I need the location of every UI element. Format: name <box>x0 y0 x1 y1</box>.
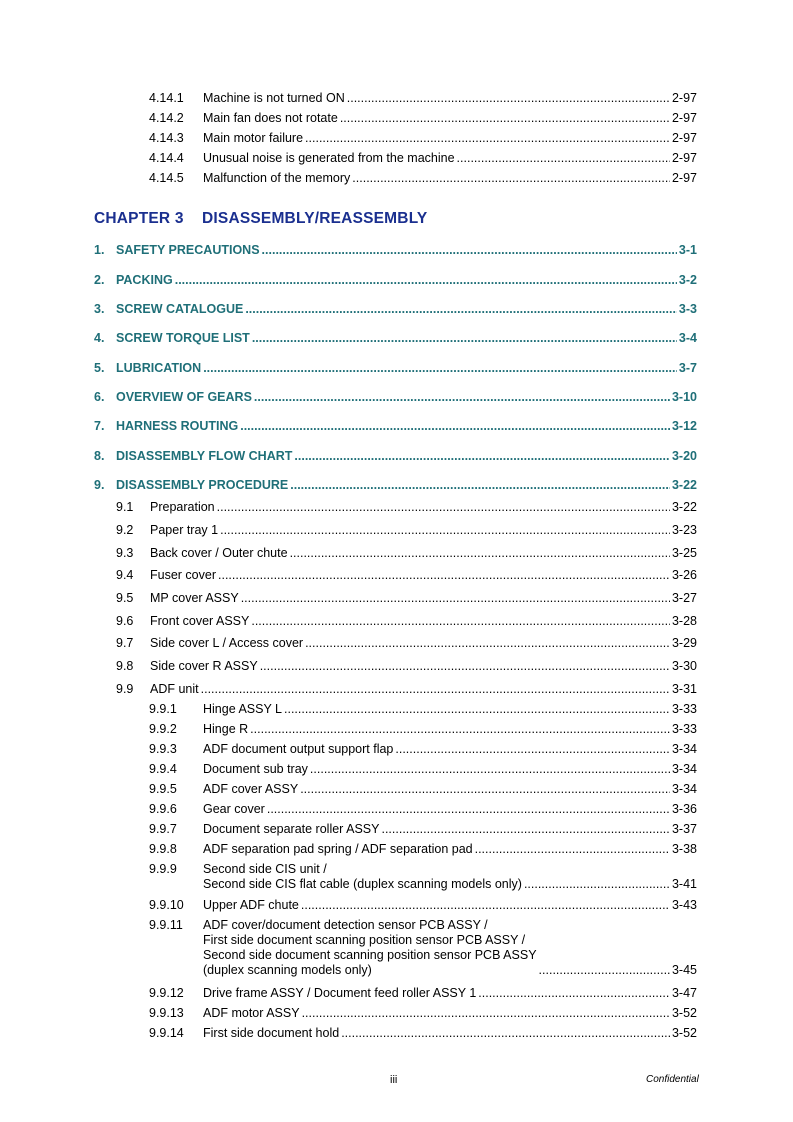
subsubsection-title: ADF document output support flap <box>203 742 394 756</box>
dot-leader <box>302 1006 670 1021</box>
entry-title: Main motor failure <box>203 131 304 145</box>
subsection-number: 9.5 <box>116 591 134 605</box>
toc-subsection[interactable] <box>116 636 697 651</box>
entry-number: 4.14.2 <box>149 111 184 125</box>
subsubsection-page: 3-33 <box>671 722 697 736</box>
toc-entry[interactable] <box>149 171 697 186</box>
dot-leader <box>300 782 670 797</box>
section-title: SAFETY PRECAUTIONS <box>116 243 260 257</box>
toc-subsection[interactable] <box>116 546 697 561</box>
toc-subsection[interactable] <box>116 682 697 697</box>
subsubsection-page: 3-52 <box>671 1006 697 1020</box>
dot-leader <box>290 546 670 561</box>
dot-leader <box>478 986 670 1001</box>
section-title: HARNESS ROUTING <box>116 419 239 433</box>
subsection-title: Side cover L / Access cover <box>150 636 304 650</box>
dot-leader <box>252 331 677 346</box>
subsection-number: 9.1 <box>116 500 134 514</box>
toc-subsection[interactable] <box>116 659 697 674</box>
subsubsection-title: Gear cover <box>203 802 265 816</box>
subsubsection-title: Hinge ASSY L <box>203 702 282 716</box>
subsubsection-number: 9.9.11 <box>149 918 183 932</box>
section-title: DISASSEMBLY FLOW CHART <box>116 449 293 463</box>
section-number: 3. <box>94 302 105 316</box>
toc-entry[interactable] <box>149 131 697 146</box>
toc-section[interactable] <box>94 419 697 434</box>
subsection-title: MP cover ASSY <box>150 591 239 605</box>
section-number: 6. <box>94 390 105 404</box>
subsubsection-number: 9.9.1 <box>149 702 177 716</box>
subsubsection-number: 9.9.3 <box>149 742 177 756</box>
section-number: 8. <box>94 449 105 463</box>
dot-leader <box>475 842 670 857</box>
footer-confidential-label: Confidential <box>646 1074 699 1085</box>
dot-leader <box>347 91 670 106</box>
subsection-number: 9.8 <box>116 659 134 673</box>
toc-subsubsection[interactable] <box>149 1026 697 1041</box>
subsubsection-title: Document separate roller ASSY <box>203 822 380 836</box>
dot-leader <box>262 243 677 258</box>
section-page: 3-12 <box>671 419 697 433</box>
toc-section[interactable] <box>94 478 697 493</box>
entry-number: 4.14.1 <box>149 91 184 105</box>
entry-page: 2-97 <box>671 91 697 105</box>
subsubsection-page: 3-34 <box>671 742 697 756</box>
toc-subsection[interactable] <box>116 591 697 606</box>
toc-section[interactable] <box>94 331 697 346</box>
dot-leader <box>250 722 670 737</box>
section-number: 4. <box>94 331 105 345</box>
section-page: 3-3 <box>678 302 697 316</box>
toc-section[interactable] <box>94 361 697 376</box>
subsubsection-title: ADF cover ASSY <box>203 782 299 796</box>
subsection-number: 9.6 <box>116 614 134 628</box>
toc-section[interactable] <box>94 390 697 405</box>
toc-subsubsection[interactable] <box>149 722 697 737</box>
subsubsection-page: 3-43 <box>671 898 697 912</box>
toc-subsection[interactable] <box>116 568 697 583</box>
entry-title: Machine is not turned ON <box>203 91 345 105</box>
subsubsection-number: 9.9.6 <box>149 802 177 816</box>
subsubsection-page: 3-45 <box>671 963 697 977</box>
subsubsection-page: 3-41 <box>671 877 697 891</box>
entry-page: 2-97 <box>671 151 697 165</box>
section-title: SCREW TORQUE LIST <box>116 331 250 345</box>
entry-title: Unusual noise is generated from the machine <box>203 151 455 165</box>
dot-leader <box>524 877 670 892</box>
dot-leader <box>352 171 670 186</box>
subsubsection-page: 3-33 <box>671 702 697 716</box>
subsubsection-number: 9.9.5 <box>149 782 177 796</box>
section-number: 2. <box>94 273 105 287</box>
section-page: 3-10 <box>671 390 697 404</box>
toc-entry[interactable] <box>149 91 697 106</box>
dot-leader <box>457 151 670 166</box>
dot-leader <box>220 523 670 538</box>
toc-subsubsection[interactable] <box>149 702 697 717</box>
subsubsection-title: Document sub tray <box>203 762 308 776</box>
toc-subsubsection[interactable] <box>149 742 697 757</box>
dot-leader <box>254 390 670 405</box>
toc-subsubsection[interactable] <box>149 782 697 797</box>
toc-subsubsection[interactable] <box>149 862 697 892</box>
subsection-page: 3-23 <box>671 523 697 537</box>
section-page: 3-4 <box>678 331 697 345</box>
entry-title: Main fan does not rotate <box>203 111 338 125</box>
section-title: DISASSEMBLY PROCEDURE <box>116 478 289 492</box>
subsubsection-number: 9.9.12 <box>149 986 184 1000</box>
dot-leader <box>201 682 670 697</box>
dot-leader <box>340 111 670 126</box>
entry-page: 2-97 <box>671 111 697 125</box>
footer-page-number: iii <box>390 1074 398 1086</box>
subsection-title: Side cover R ASSY <box>150 659 258 673</box>
subsection-page: 3-26 <box>671 568 697 582</box>
subsection-page: 3-30 <box>671 659 697 673</box>
section-title: LUBRICATION <box>116 361 202 375</box>
toc-subsection[interactable] <box>116 500 697 515</box>
dot-leader <box>284 702 670 717</box>
section-number: 7. <box>94 419 105 433</box>
toc-subsection[interactable] <box>116 523 697 538</box>
subsubsection-number: 9.9.9 <box>149 862 177 876</box>
dot-leader <box>218 568 670 583</box>
subsubsection-title: Hinge R <box>203 722 249 736</box>
dot-leader <box>341 1026 670 1041</box>
subsection-page: 3-29 <box>671 636 697 650</box>
section-number: 5. <box>94 361 105 375</box>
dot-leader <box>301 898 670 913</box>
dot-leader <box>539 963 670 978</box>
chapter-title: DISASSEMBLY/REASSEMBLY <box>202 210 428 227</box>
subsubsection-page: 3-34 <box>671 762 697 776</box>
subsection-page: 3-22 <box>671 500 697 514</box>
entry-page: 2-97 <box>671 131 697 145</box>
subsection-number: 9.2 <box>116 523 134 537</box>
toc-section[interactable] <box>94 302 697 317</box>
subsubsection-number: 9.9.10 <box>149 898 184 912</box>
subsection-page: 3-28 <box>671 614 697 628</box>
subsubsection-title: First side document hold <box>203 1026 340 1040</box>
subsubsection-title: ADF cover/document detection sensor PCB ASSY / First side document scanning position sensor PCB ASSY / Second side document scanning position sensor PCB ASSY (duplex scanning models only) <box>203 918 537 977</box>
subsubsection-page: 3-37 <box>671 822 697 836</box>
dot-leader <box>175 273 677 288</box>
toc-subsubsection[interactable] <box>149 822 697 837</box>
section-title: PACKING <box>116 273 173 287</box>
subsection-title: Front cover ASSY <box>150 614 250 628</box>
dot-leader <box>251 614 670 629</box>
subsubsection-title: ADF separation pad spring / ADF separation pad <box>203 842 473 856</box>
section-page: 3-1 <box>678 243 697 257</box>
section-page: 3-7 <box>678 361 697 375</box>
subsection-page: 3-27 <box>671 591 697 605</box>
subsubsection-number: 9.9.4 <box>149 762 177 776</box>
section-number: 1. <box>94 243 105 257</box>
entry-number: 4.14.5 <box>149 171 184 185</box>
subsubsection-number: 9.9.8 <box>149 842 177 856</box>
dot-leader <box>267 802 670 817</box>
toc-section[interactable] <box>94 449 697 464</box>
subsubsection-title: Second side CIS unit / Second side CIS flat cable (duplex scanning models only) <box>203 862 522 891</box>
chapter-heading <box>94 210 427 228</box>
dot-leader <box>217 500 670 515</box>
subsubsection-number: 9.9.7 <box>149 822 177 836</box>
dot-leader <box>240 419 670 434</box>
subsection-title: Fuser cover <box>150 568 216 582</box>
subsubsection-title: Drive frame ASSY / Document feed roller ASSY 1 <box>203 986 477 1000</box>
toc-subsubsection[interactable] <box>149 842 697 857</box>
toc-subsubsection[interactable] <box>149 802 697 817</box>
subsection-title: Preparation <box>150 500 215 514</box>
dot-leader <box>310 762 670 777</box>
toc-entry[interactable] <box>149 111 697 126</box>
section-title: OVERVIEW OF GEARS <box>116 390 252 404</box>
subsubsection-title: ADF motor ASSY <box>203 1006 300 1020</box>
subsection-number: 9.4 <box>116 568 134 582</box>
subsubsection-number: 9.9.13 <box>149 1006 184 1020</box>
subsection-title: ADF unit <box>150 682 199 696</box>
dot-leader <box>241 591 670 606</box>
entry-number: 4.14.4 <box>149 151 184 165</box>
section-page: 3-2 <box>678 273 697 287</box>
entry-number: 4.14.3 <box>149 131 184 145</box>
dot-leader <box>305 131 670 146</box>
toc-section[interactable] <box>94 243 697 258</box>
dot-leader <box>245 302 677 317</box>
section-number: 9. <box>94 478 105 492</box>
toc-subsubsection[interactable] <box>149 986 697 1001</box>
toc-subsubsection[interactable] <box>149 762 697 777</box>
subsubsection-number: 9.9.14 <box>149 1026 184 1040</box>
subsubsection-page: 3-52 <box>671 1026 697 1040</box>
subsubsection-page: 3-38 <box>671 842 697 856</box>
subsection-number: 9.7 <box>116 636 134 650</box>
subsection-number: 9.9 <box>116 682 134 696</box>
toc-section[interactable] <box>94 273 697 288</box>
dot-leader <box>395 742 670 757</box>
subsection-number: 9.3 <box>116 546 134 560</box>
section-page: 3-22 <box>671 478 697 492</box>
toc-subsubsection[interactable] <box>149 918 697 978</box>
toc-subsection[interactable] <box>116 614 697 629</box>
toc-entry[interactable] <box>149 151 697 166</box>
subsection-page: 3-31 <box>671 682 697 696</box>
dot-leader <box>260 659 670 674</box>
chapter-number: CHAPTER 3 <box>94 210 184 227</box>
entry-title: Malfunction of the memory <box>203 171 351 185</box>
dot-leader <box>294 449 670 464</box>
dot-leader <box>203 361 677 376</box>
dot-leader <box>290 478 670 493</box>
dot-leader <box>305 636 670 651</box>
subsubsection-number: 9.9.2 <box>149 722 177 736</box>
section-title: SCREW CATALOGUE <box>116 302 244 316</box>
entry-page: 2-97 <box>671 171 697 185</box>
subsection-title: Paper tray 1 <box>150 523 219 537</box>
subsection-page: 3-25 <box>671 546 697 560</box>
subsection-title: Back cover / Outer chute <box>150 546 288 560</box>
toc-subsubsection[interactable] <box>149 898 697 913</box>
subsubsection-page: 3-36 <box>671 802 697 816</box>
section-page: 3-20 <box>671 449 697 463</box>
subsubsection-title: Upper ADF chute <box>203 898 299 912</box>
toc-subsubsection[interactable] <box>149 1006 697 1021</box>
subsubsection-page: 3-47 <box>671 986 697 1000</box>
subsubsection-page: 3-34 <box>671 782 697 796</box>
dot-leader <box>381 822 669 837</box>
